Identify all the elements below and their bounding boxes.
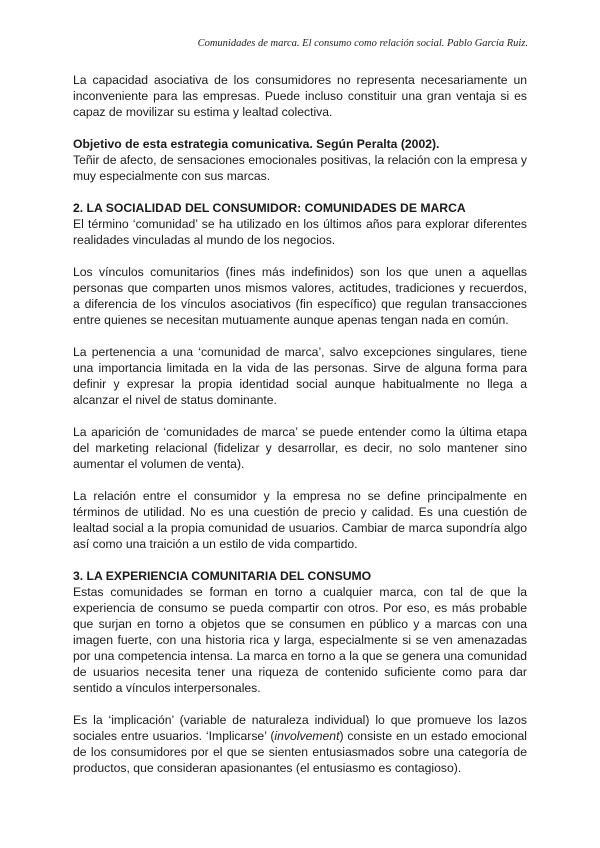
paragraph-gap	[73, 696, 527, 712]
paragraph-pertenencia: La pertenencia a una ‘comunidad de marca’, salvo excepciones singulares, tiene una importancia limitada en la vida de las personas. Sirve de alguna forma para definir y expresar la propia identidad social aunque habitualmente no llega a alcanzar el nivel de status dominante.	[73, 345, 527, 407]
running-header: Comunidades de marca. El consumo como relación social. Pablo García Ruiz.	[197, 38, 528, 49]
implicacion-text-b: ) consiste en un estado emocional de los consumidores por el que se sienten entusiasmados sobre una categoría de productos, que consideran apasionantes (el entusiasmo es contagioso).	[73, 729, 527, 775]
paragraph-gap	[73, 472, 527, 488]
paragraph-termino-comunidad: El término ‘comunidad’ se ha utilizado en los últimos años para explorar diferentes realidades vinculadas al mundo de los negocios.	[73, 217, 527, 247]
involvement-term: involvement	[274, 729, 340, 743]
paragraph-gap	[73, 120, 527, 136]
paragraph-implicacion	[73, 712, 527, 776]
section-heading-2: 2. LA SOCIALIDAD DEL CONSUMIDOR: COMUNIDADES DE MARCA	[73, 201, 466, 215]
paragraph-aparicion: La aparición de ‘comunidades de marca’ se puede entender como la última etapa del marketing relacional (fidelizar y desarrollar, es decir, no solo mantener sino aumentar el volumen de venta).	[73, 425, 527, 471]
document-body	[73, 72, 527, 776]
paragraph-objetivo: Teñir de afecto, de sensaciones emocionales positivas, la relación con la empresa y muy especialmente con sus marcas.	[73, 153, 527, 183]
paragraph-gap	[73, 184, 527, 200]
paragraph-relacion: La relación entre el consumidor y la empresa no se define principalmente en términos de utilidad. No es una cuestión de precio y calidad. Es una cuestión de lealtad social a la propia comunidad de usuarios. Cambiar de marca supondría algo así como una traición a un estilo de vida compartido.	[73, 489, 527, 551]
heading-objetivo: Objetivo de esta estrategia comunicativa. Según Peralta (2002).	[73, 137, 440, 151]
paragraph-gap	[73, 552, 527, 568]
paragraph-comunidades-forman: Estas comunidades se forman en torno a cualquier marca, con tal de que la experiencia de consumo se pueda compartir con otros. Por eso, es más probable que surjan en torno a objetos que se consumen en público y a marcas con una imagen fuerte, con una historia rica y larga, especialmente si se ven amenazadas por una competencia intensa. La marca en torno a la que se genera una comunidad de usuarios necesita tener una riqueza de contenido suficiente como para dar sentido a vínculos interpersonales.	[73, 585, 527, 695]
paragraph-vinculos: Los vínculos comunitarios (fines más indefinidos) son los que unen a aquellas personas que comparten unos mismos valores, actitudes, tradiciones y recuerdos, a diferencia de los vínculos asociativos (fin específico) que regulan transacciones entre quienes se necesitan mutuamente aunque apenas tengan nada en común.	[73, 265, 527, 327]
paragraph-gap	[73, 248, 527, 264]
implicacion-text-a: Es la ‘implicación’ (variable de naturaleza individual) lo que promueve los lazos sociales entre usuarios. ‘Implicarse’ (	[73, 713, 527, 743]
section-heading-3: 3. LA EXPERIENCIA COMUNITARIA DEL CONSUMO	[73, 569, 372, 583]
paragraph-gap	[73, 328, 527, 344]
paragraph-gap	[73, 408, 527, 424]
paragraph-capacidad-asociativa: La capacidad asociativa de los consumidores no representa necesariamente un inconveniente para las empresas. Puede incluso constituir una gran ventaja si es capaz de movilizar su estima y lealtad colectiva.	[73, 73, 527, 119]
